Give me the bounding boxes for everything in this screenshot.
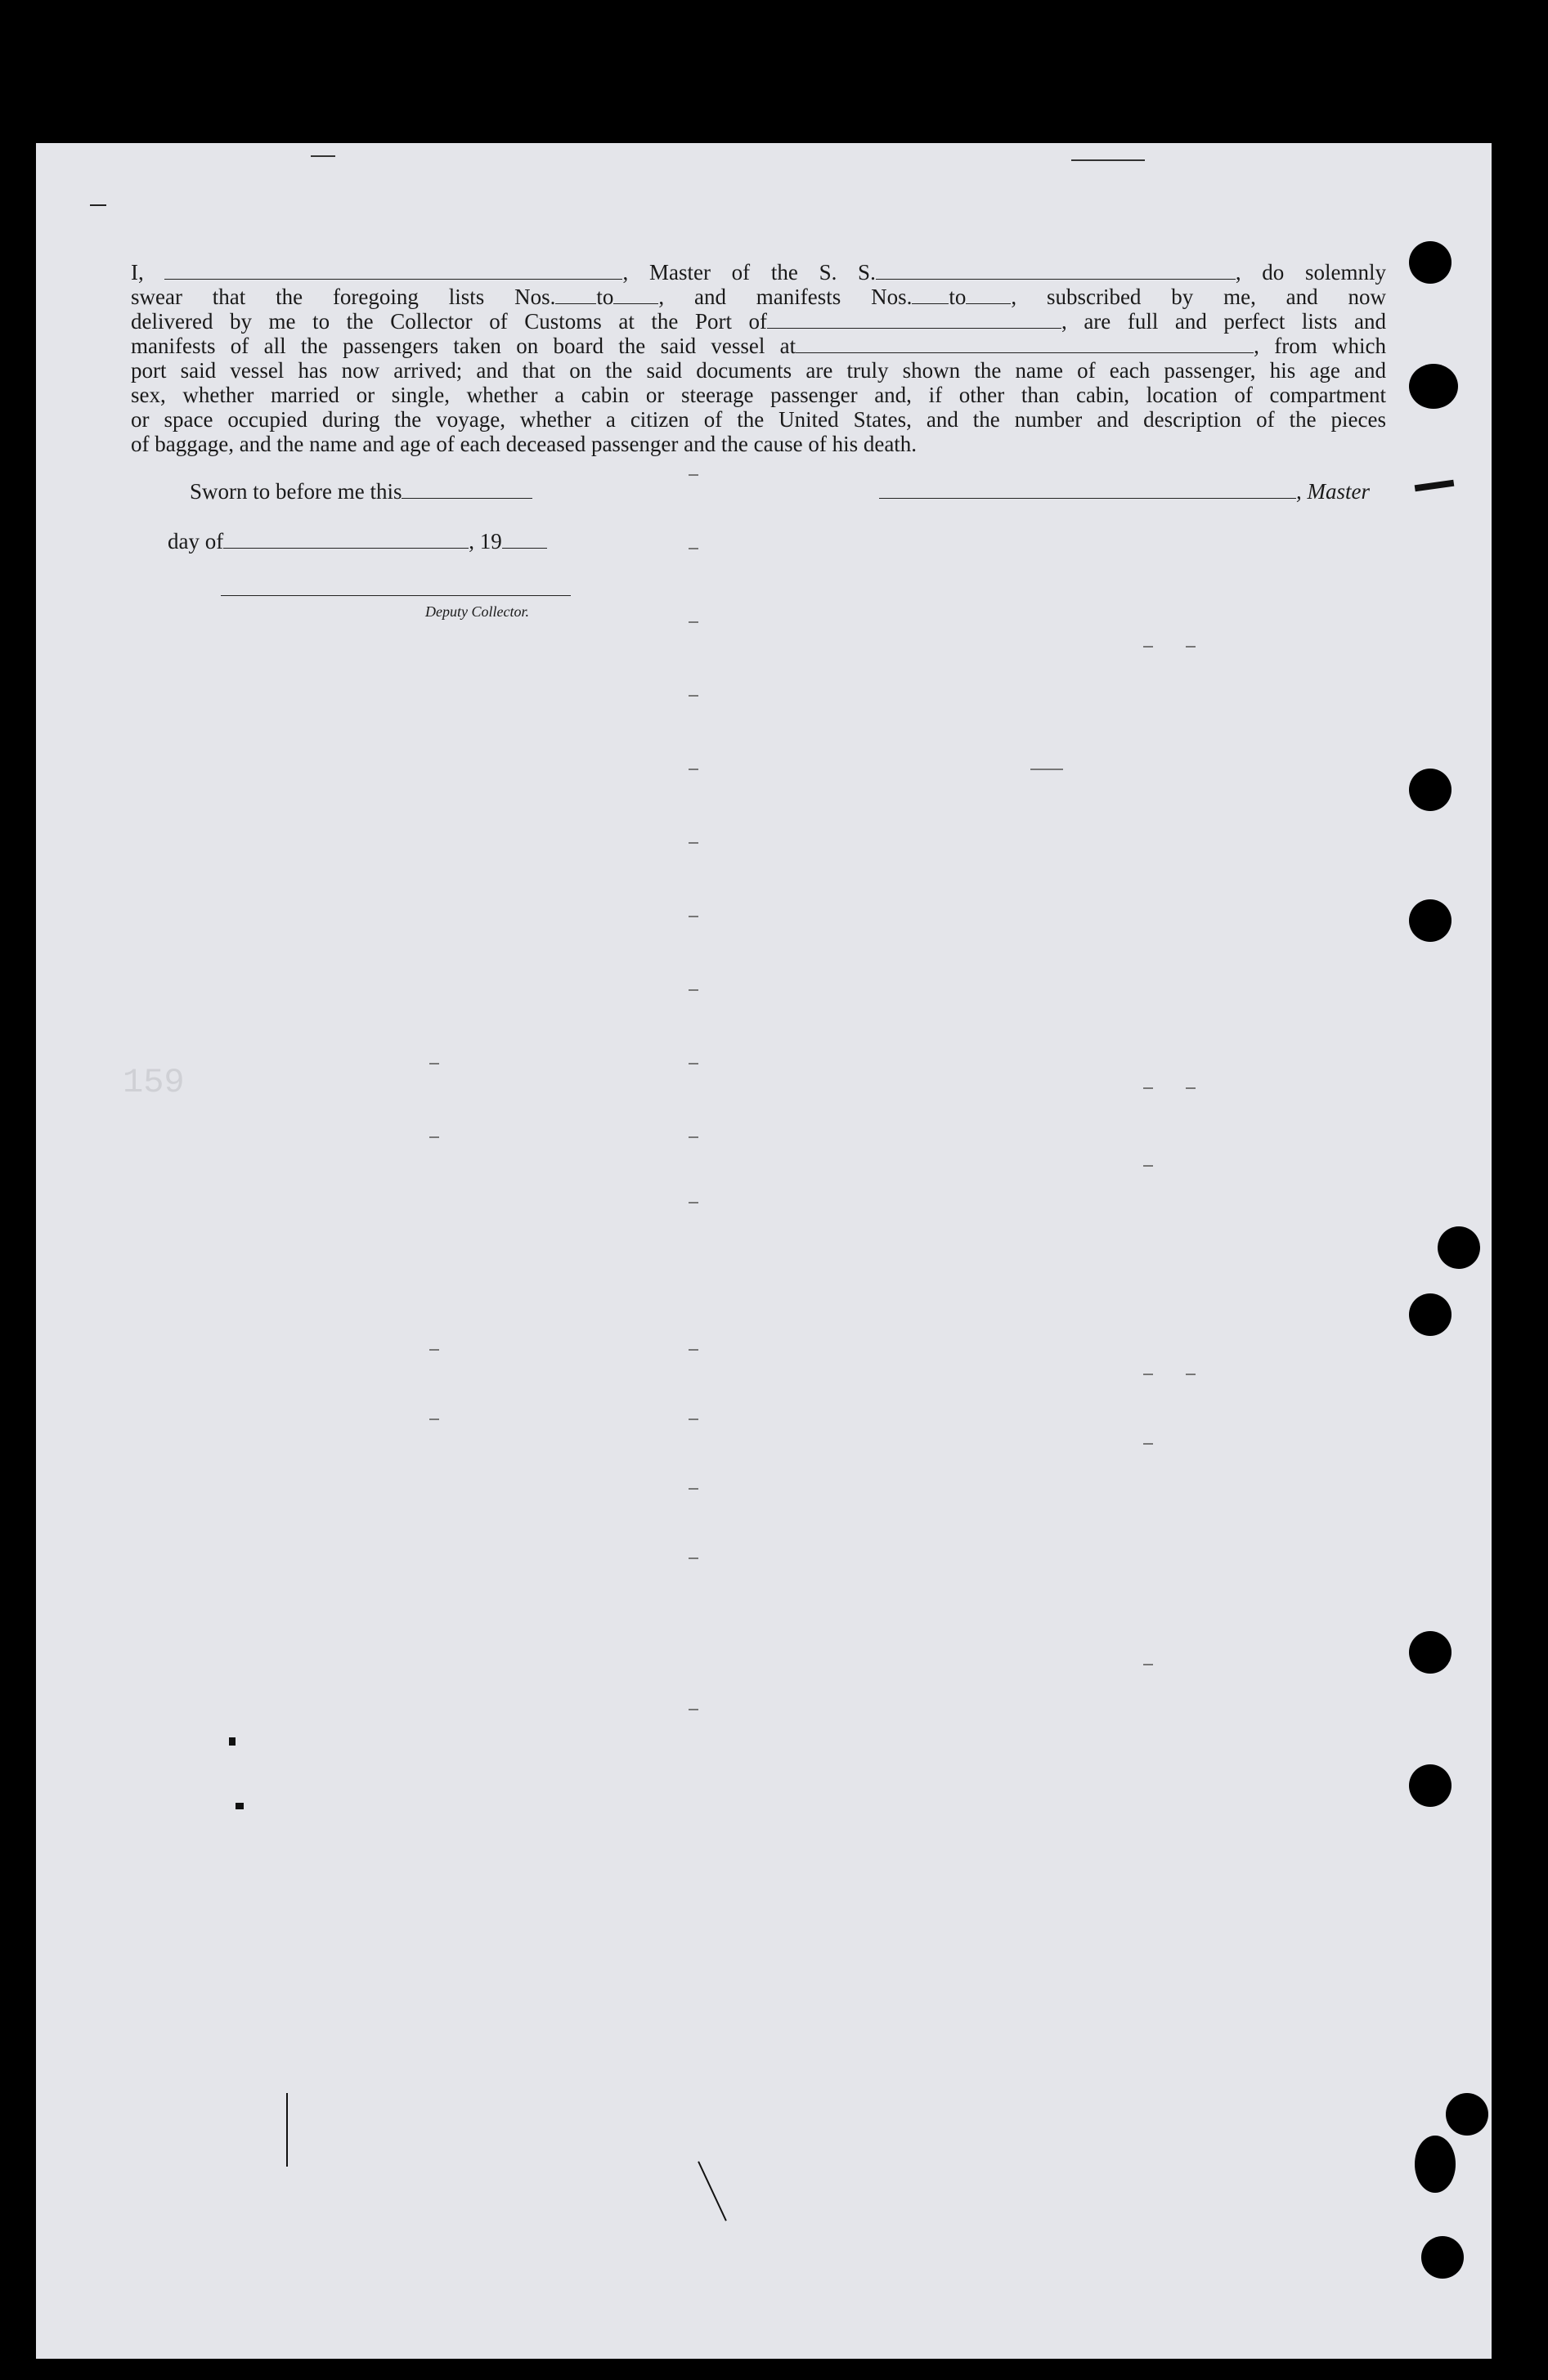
- manifest-to-blank: [966, 289, 1011, 304]
- form-dash: [1143, 1664, 1153, 1665]
- oath-line-2: swear that the foregoing lists Nos. to , and manifests Nos. to , subscribed by me, and now: [131, 285, 1386, 309]
- oath-line-4: manifests of all the passengers taken on board the said vessel at , from which: [131, 334, 1386, 358]
- form-dash: [689, 1349, 698, 1351]
- form-dash: [429, 1419, 439, 1420]
- form-dash: [1143, 1165, 1153, 1167]
- form-dash: [1143, 1087, 1153, 1089]
- form-dash: [689, 842, 698, 844]
- form-dash: [689, 621, 698, 623]
- punch-hole: [1409, 1631, 1452, 1674]
- punch-hole: [1409, 1293, 1452, 1336]
- list-to-blank: [613, 289, 658, 304]
- form-dash: [1071, 159, 1145, 161]
- form-dash: [689, 548, 698, 549]
- form-dash: [689, 1063, 698, 1065]
- bleed-through-number: 159: [123, 1063, 185, 1102]
- oath-paragraph: [131, 260, 1386, 456]
- oath-line-1: I, , Master of the S. S. , do solemnly: [131, 260, 1387, 285]
- punch-hole: [1421, 2236, 1464, 2279]
- oath-line-5: port said vessel has now arrived; and that on the said documents are truly shown the name of each passenger, his age and: [131, 358, 1386, 383]
- form-dash: [429, 1136, 439, 1138]
- form-dash: [689, 1558, 698, 1559]
- form-dash: [1030, 769, 1063, 770]
- form-dash: [689, 695, 698, 697]
- deputy-signature-line: [221, 595, 571, 596]
- punch-hole: [1409, 769, 1452, 811]
- month-blank: [223, 533, 469, 549]
- form-dash: [689, 769, 698, 770]
- form-dash: [689, 1202, 698, 1203]
- form-dash: [1186, 646, 1196, 648]
- form-dash: [1143, 1374, 1153, 1375]
- punch-hole: [1409, 364, 1458, 409]
- punch-hole: [1409, 899, 1452, 942]
- scan-mark: [286, 2093, 288, 2167]
- form-dash: [1143, 646, 1153, 648]
- punch-hole: [1446, 2093, 1488, 2136]
- form-dash: [1186, 1087, 1196, 1089]
- punch-hole: [1409, 241, 1452, 284]
- list-from-blank: [555, 289, 596, 304]
- master-signature-blank: [879, 483, 1296, 499]
- form-dash: [689, 474, 698, 476]
- form-dash: [689, 1136, 698, 1138]
- embark-port-blank: [796, 338, 1254, 353]
- form-dash: [689, 1419, 698, 1420]
- vessel-name-blank: [876, 264, 1236, 280]
- master-name-blank: [164, 264, 622, 280]
- scan-mark: [236, 1803, 244, 1809]
- year-blank: [502, 533, 547, 549]
- sworn-statement: Sworn to before me this: [190, 479, 532, 504]
- form-dash: [1143, 1443, 1153, 1445]
- oath-line-8: of baggage, and the name and age of each deceased passenger and the cause of his death.: [131, 432, 918, 456]
- port-blank: [767, 313, 1061, 329]
- master-signature: , Master: [879, 479, 1370, 504]
- form-dash: [90, 204, 106, 206]
- sworn-day-blank: [402, 483, 532, 499]
- oath-line-6: sex, whether married or single, whether a cabin or steerage passenger and, if other than cabin, location of compartment: [131, 383, 1386, 407]
- date-line: day of , 19: [168, 529, 547, 554]
- punch-hole: [1409, 1764, 1452, 1807]
- oath-line-7: or space occupied during the voyage, whether a citizen of the United States, and the number and description of the pieces: [131, 407, 1386, 432]
- scan-mark: [229, 1737, 236, 1746]
- form-dash: [689, 1488, 698, 1490]
- form-dash: [689, 989, 698, 991]
- form-dash: [311, 155, 335, 157]
- punch-hole: [1415, 2136, 1456, 2193]
- form-dash: [429, 1063, 439, 1065]
- oath-line-3: delivered by me to the Collector of Customs at the Port of , are full and perfect lists and: [131, 309, 1386, 334]
- punch-hole: [1438, 1226, 1480, 1269]
- deputy-collector-label: Deputy Collector.: [425, 603, 529, 620]
- manifest-page: [36, 143, 1492, 2359]
- form-dash: [429, 1349, 439, 1351]
- form-dash: [689, 1709, 698, 1710]
- form-dash: [689, 916, 698, 917]
- manifest-from-blank: [912, 289, 949, 304]
- form-dash: [1186, 1374, 1196, 1375]
